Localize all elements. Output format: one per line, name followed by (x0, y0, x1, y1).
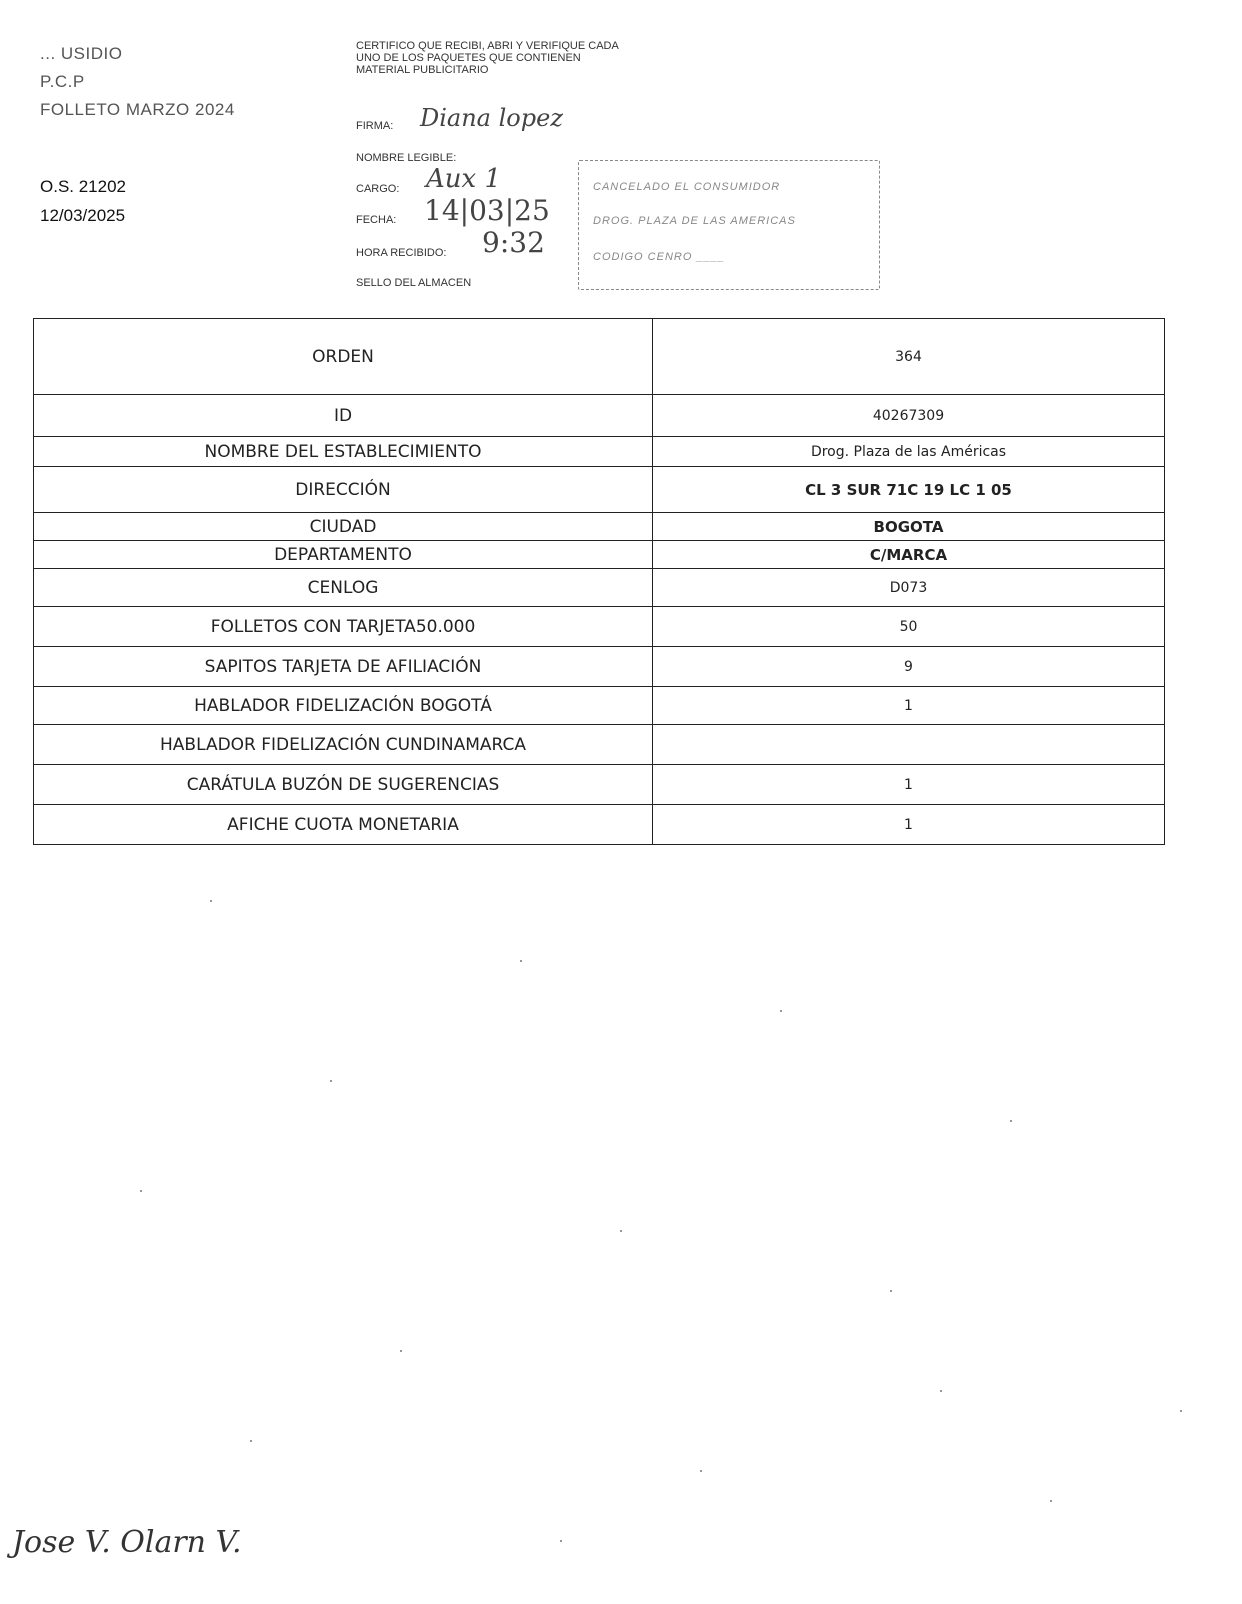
table-row (34, 607, 1165, 647)
row-value: 1 (653, 687, 1165, 725)
certificate-text: CERTIFICO QUE RECIBI, ABRI Y VERIFIQUE CADA UNO DE LOS PAQUETES QUE CONTIENEN MATERIAL PUBLICITARIO (356, 40, 619, 76)
header-line-1: ... USIDIO (40, 44, 123, 63)
row-label: FOLLETOS CON TARJETA50.000 (34, 607, 653, 647)
row-value: 1 (653, 805, 1165, 845)
service-order-date: 12/03/2025 (40, 206, 126, 225)
row-label: HABLADOR FIDELIZACIÓN BOGOTÁ (34, 687, 653, 725)
row-label: DEPARTAMENTO (34, 541, 653, 569)
row-label: CARÁTULA BUZÓN DE SUGERENCIAS (34, 765, 653, 805)
service-order-block (40, 172, 126, 230)
row-value: 40267309 (653, 395, 1165, 437)
delivery-table (33, 318, 1165, 845)
row-label: DIRECCIÓN (34, 467, 653, 513)
header-left (40, 40, 235, 124)
store-stamp (578, 160, 880, 290)
table-row (34, 805, 1165, 845)
row-value: BOGOTA (653, 513, 1165, 541)
firma-label: FIRMA: (356, 120, 394, 132)
table-row (34, 395, 1165, 437)
nombre-legible-label: NOMBRE LEGIBLE: (356, 152, 457, 164)
row-value: CL 3 SUR 71C 19 LC 1 05 (653, 467, 1165, 513)
row-label: HABLADOR FIDELIZACIÓN CUNDINAMARCA (34, 725, 653, 765)
table-row (34, 513, 1165, 541)
row-value: 50 (653, 607, 1165, 647)
stamp-line-1: CANCELADO EL CONSUMIDOR (593, 181, 781, 193)
row-label: NOMBRE DEL ESTABLECIMIENTO (34, 437, 653, 467)
hora-recibido-label: HORA RECIBIDO: (356, 247, 447, 259)
row-value: 9 (653, 647, 1165, 687)
row-value: C/MARCA (653, 541, 1165, 569)
row-value (653, 725, 1165, 765)
table-row (34, 319, 1165, 395)
row-label: CENLOG (34, 569, 653, 607)
cargo-handwritten: Aux 1 (426, 164, 501, 194)
fecha-label: FECHA: (356, 214, 397, 226)
cargo-label: CARGO: (356, 183, 400, 195)
table-row (34, 569, 1165, 607)
table-row (34, 765, 1165, 805)
hora-handwritten: 9:32 (482, 226, 545, 259)
row-label: CIUDAD (34, 513, 653, 541)
row-label: SAPITOS TARJETA DE AFILIACIÓN (34, 647, 653, 687)
row-value: 364 (653, 319, 1165, 395)
table-row (34, 541, 1165, 569)
row-label: ORDEN (34, 319, 653, 395)
stamp-line-2: DROG. PLAZA DE LAS AMERICAS (593, 215, 796, 227)
stamp-line-3: CODIGO CENRO ____ (593, 251, 725, 263)
header-line-3: FOLLETO MARZO 2024 (40, 100, 235, 119)
fecha-handwritten: 14|03|25 (424, 194, 550, 227)
service-order-number: O.S. 21202 (40, 177, 127, 196)
row-value: D073 (653, 569, 1165, 607)
table-row (34, 647, 1165, 687)
row-label: ID (34, 395, 653, 437)
table-row (34, 437, 1165, 467)
table-row (34, 467, 1165, 513)
firma-handwritten: Diana lopez (420, 104, 563, 132)
table-row (34, 687, 1165, 725)
row-value: 1 (653, 765, 1165, 805)
table-row (34, 725, 1165, 765)
handwritten-signature: Jose V. Olarn V. (12, 1525, 242, 1560)
row-label: AFICHE CUOTA MONETARIA (34, 805, 653, 845)
header-line-2: P.C.P (40, 72, 85, 91)
sello-almacen-label: SELLO DEL ALMACEN (356, 277, 472, 289)
row-value: Drog. Plaza de las Américas (653, 437, 1165, 467)
